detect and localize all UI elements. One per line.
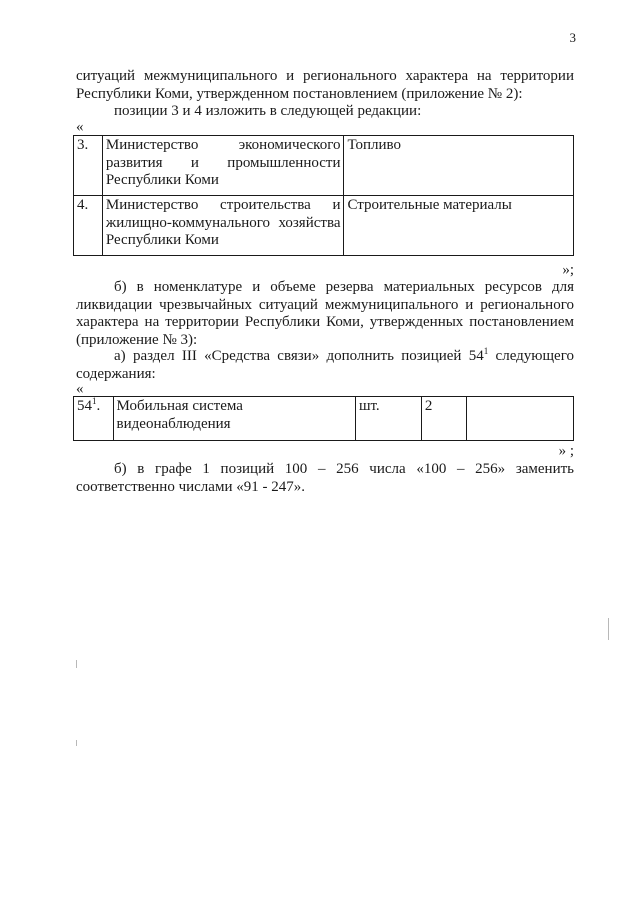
positions-instruction: позиции 3 и 4 изложить в следующей редакции: xyxy=(114,103,422,119)
close-quote-2: » ; xyxy=(558,443,574,459)
scan-mark xyxy=(76,740,77,746)
item-name-cell: Мобильная система видеонаблюдения xyxy=(113,397,355,441)
table-row xyxy=(74,136,574,196)
empty-cell xyxy=(467,397,574,441)
scan-mark xyxy=(608,618,609,640)
close-quote-1: »; xyxy=(562,262,574,278)
scan-mark xyxy=(76,660,77,668)
table-row xyxy=(74,397,574,441)
replacement-table xyxy=(73,135,574,256)
open-quote-2: « xyxy=(76,381,84,397)
row-number: 3. xyxy=(74,136,103,196)
resource-cell: Топливо xyxy=(344,136,574,196)
paragraph-a: а) раздел III «Средства связи» дополнить позицией $54^1$ следующего содержания: xyxy=(76,346,574,382)
page-number: 3 xyxy=(569,30,576,45)
resource-cell: Строительные материалы xyxy=(344,196,574,256)
intro-paragraph: ситуаций межмуниципального и регионального характера на территории Республики Коми, утвержденном постановлением (приложение № 2): xyxy=(76,68,574,102)
unit-cell: шт. xyxy=(355,397,421,441)
open-quote-1: « xyxy=(76,119,84,135)
ministry-cell: Министерство экономического развития и промышленности Республики Коми xyxy=(102,136,344,196)
paragraph-b2: б) в графе 1 позиций 100 – 256 числа «100 – 256» заменить соответственно числами «91 - 247». xyxy=(76,461,574,495)
table-row xyxy=(74,196,574,256)
superscript: 1 xyxy=(483,346,489,356)
communication-table xyxy=(73,396,574,441)
ministry-cell: Министерство строительства и жилищно-коммунального хозяйства Республики Коми xyxy=(102,196,344,256)
paragraph-b: б) в номенклатуре и объеме резерва материальных ресурсов для ликвидации чрезвычайных ситуаций межмуниципального и регионального характера на территории Республики Коми, утвержденных постановлением (приложение № 3): xyxy=(76,279,574,348)
row-number: 4. xyxy=(74,196,103,256)
quantity-cell: 2 xyxy=(421,397,467,441)
position-number: $54^1$. xyxy=(74,397,114,441)
